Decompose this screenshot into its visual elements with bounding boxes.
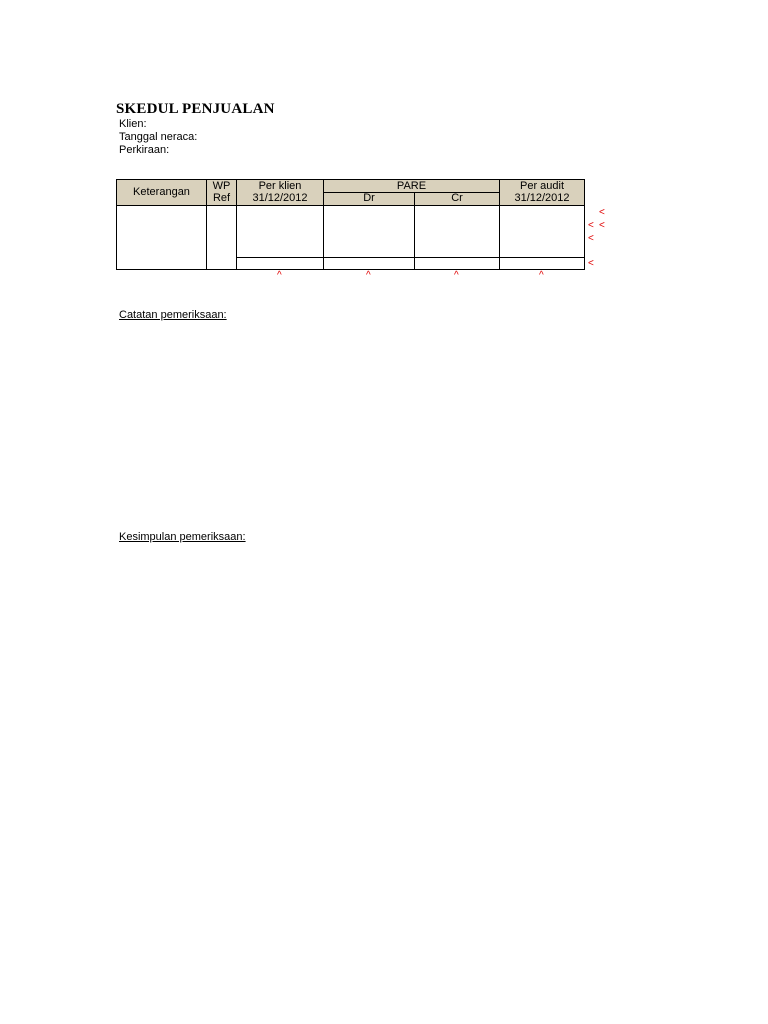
page-title: SKEDUL PENJUALAN xyxy=(116,101,275,117)
tanggal-neraca-label: Tanggal neraca: xyxy=(119,131,198,143)
tick-side-2: < xyxy=(599,207,605,218)
header-bottom-border xyxy=(116,205,585,206)
tick-caret-dr: ^ xyxy=(366,270,371,281)
tick-side-5: < xyxy=(588,258,594,269)
kesimpulan-pemeriksaan-label: Kesimpulan pemeriksaan: xyxy=(119,531,246,543)
col-header-keterangan: Keterangan xyxy=(133,186,190,198)
table-right-border xyxy=(584,179,585,270)
col-header-ref: Ref xyxy=(212,192,231,204)
perkiraan-label: Perkiraan: xyxy=(119,144,170,156)
tick-side-3: < xyxy=(588,233,594,244)
col-header-per-klien: Per klien xyxy=(258,180,302,192)
col-header-dr: Dr xyxy=(363,192,375,204)
tick-side-1: < xyxy=(588,220,594,231)
col-header-cr: Cr xyxy=(451,192,463,204)
tick-caret-klien: ^ xyxy=(277,270,282,281)
total-row-top-border xyxy=(236,257,585,258)
col-header-audit-date: 31/12/2012 xyxy=(514,192,570,204)
col-header-pare: PARE xyxy=(396,180,427,192)
col-header-per-audit: Per audit xyxy=(519,180,565,192)
tick-caret-audit: ^ xyxy=(539,270,544,281)
table-bottom-border xyxy=(116,269,585,270)
catatan-pemeriksaan-label: Catatan pemeriksaan: xyxy=(119,309,227,321)
tick-side-4: < xyxy=(599,220,605,231)
tick-caret-cr: ^ xyxy=(454,270,459,281)
col-header-wp: WP xyxy=(212,180,231,192)
col-header-klien-date: 31/12/2012 xyxy=(252,192,308,204)
klien-label: Klien: xyxy=(119,118,147,130)
